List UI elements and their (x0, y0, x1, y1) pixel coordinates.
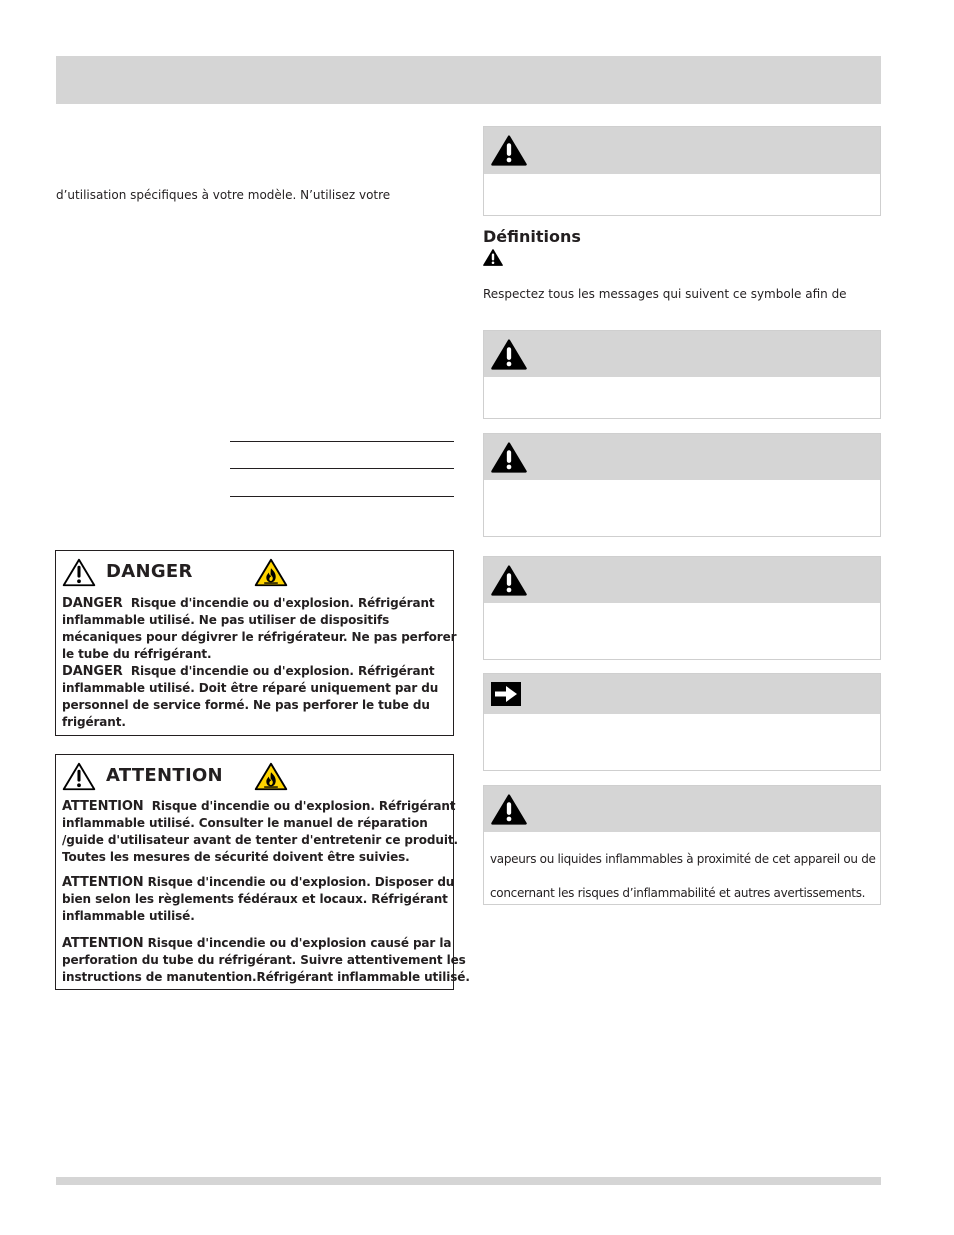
warning-triangle-icon (491, 339, 527, 370)
flammable-hazard-icon (254, 558, 288, 587)
header-bar (56, 56, 881, 104)
warning-callout-1 (483, 126, 881, 216)
callout-band (484, 127, 880, 174)
text-line: frigérant. (62, 715, 126, 729)
text-line: instructions de manutention.Réfrigérant inflammable utilisé. (62, 970, 470, 984)
text-line: Risque d'incendie ou d'explosion. Réfrigérant (130, 664, 435, 678)
danger-title: DANGER (106, 561, 193, 582)
definitions-text: Respectez tous les messages qui suivent ce symbole afin de (483, 287, 847, 301)
text-line: mécaniques pour dégivrer le réfrigérateur. Ne pas perforer (62, 630, 457, 644)
footer-bar (56, 1177, 881, 1185)
warning-triangle-icon (483, 249, 503, 266)
text-line: inflammable utilisé. Consulter le manuel de réparation (62, 816, 428, 830)
text-line: inflammable utilisé. (62, 909, 195, 923)
attention-label: ATTENTION (62, 875, 144, 890)
blank-line-1 (230, 441, 454, 442)
blank-line-2 (230, 468, 454, 469)
danger-label: DANGER (62, 596, 123, 611)
warning-callout-3 (483, 433, 881, 537)
danger-label: DANGER (62, 664, 123, 679)
attention-paragraph-2 (62, 874, 454, 925)
text-line: /guide d'utilisateur avant de tenter d'entretenir ce produit. (62, 833, 458, 847)
text-line: Risque d'incendie ou d'explosion. Réfrigérant (130, 596, 435, 610)
text-line: bien selon les règlements fédéraux et locaux. Réfrigérant (62, 892, 448, 906)
attention-label: ATTENTION (62, 936, 144, 951)
attention-label: ATTENTION (62, 799, 144, 814)
warning-triangle-icon (491, 794, 527, 825)
callout-text-line-1: vapeurs ou liquides inflammables à proximité de cet appareil ou de (490, 852, 876, 866)
text-line: Risque d'incendie ou d'explosion. Disposer du (147, 875, 455, 889)
arrow-right-icon (491, 682, 521, 706)
callout-text-line-2: concernant les risques d’inflammabilité et autres avertissements. (490, 886, 866, 900)
danger-box (55, 550, 457, 736)
warning-callout-5 (483, 785, 881, 905)
note-callout (483, 673, 881, 771)
callout-band (484, 434, 880, 480)
warning-callout-4 (483, 556, 881, 660)
attention-box (55, 754, 470, 990)
danger-paragraph-2 (62, 663, 438, 731)
text-line: personnel de service formé. Ne pas perforer le tube du (62, 698, 430, 712)
warning-triangle-icon (62, 762, 96, 791)
warning-triangle-icon (491, 442, 527, 473)
attention-title: ATTENTION (106, 765, 223, 786)
text-line: Risque d'incendie ou d'explosion causé par la (147, 936, 452, 950)
danger-paragraph-1 (62, 595, 456, 663)
warning-triangle-icon (62, 558, 96, 587)
warning-triangle-icon (491, 565, 527, 596)
attention-paragraph-1 (62, 798, 458, 866)
blank-line-3 (230, 496, 454, 497)
callout-band (484, 674, 880, 714)
text-line: inflammable utilisé. Doit être réparé uniquement par du (62, 681, 439, 695)
text-line: Toutes les mesures de sécurité doivent être suivies. (62, 850, 410, 864)
callout-band (484, 331, 880, 377)
definitions-title: Définitions (483, 227, 581, 246)
attention-paragraph-3 (62, 935, 470, 986)
callout-band (484, 786, 880, 832)
text-line: Risque d'incendie ou d'explosion. Réfrigérant (151, 799, 456, 813)
flammable-hazard-icon (254, 762, 288, 791)
warning-triangle-icon (491, 135, 527, 166)
intro-text: d’utilisation spécifiques à votre modèle. N’utilisez votre (56, 188, 391, 202)
text-line: inflammable utilisé. Ne pas utiliser de dispositifs (62, 613, 390, 627)
text-line: perforation du tube du réfrigérant. Suivre attentivement les (62, 953, 466, 967)
warning-callout-2 (483, 330, 881, 419)
callout-band (484, 557, 880, 603)
text-line: le tube du réfrigérant. (62, 647, 212, 661)
